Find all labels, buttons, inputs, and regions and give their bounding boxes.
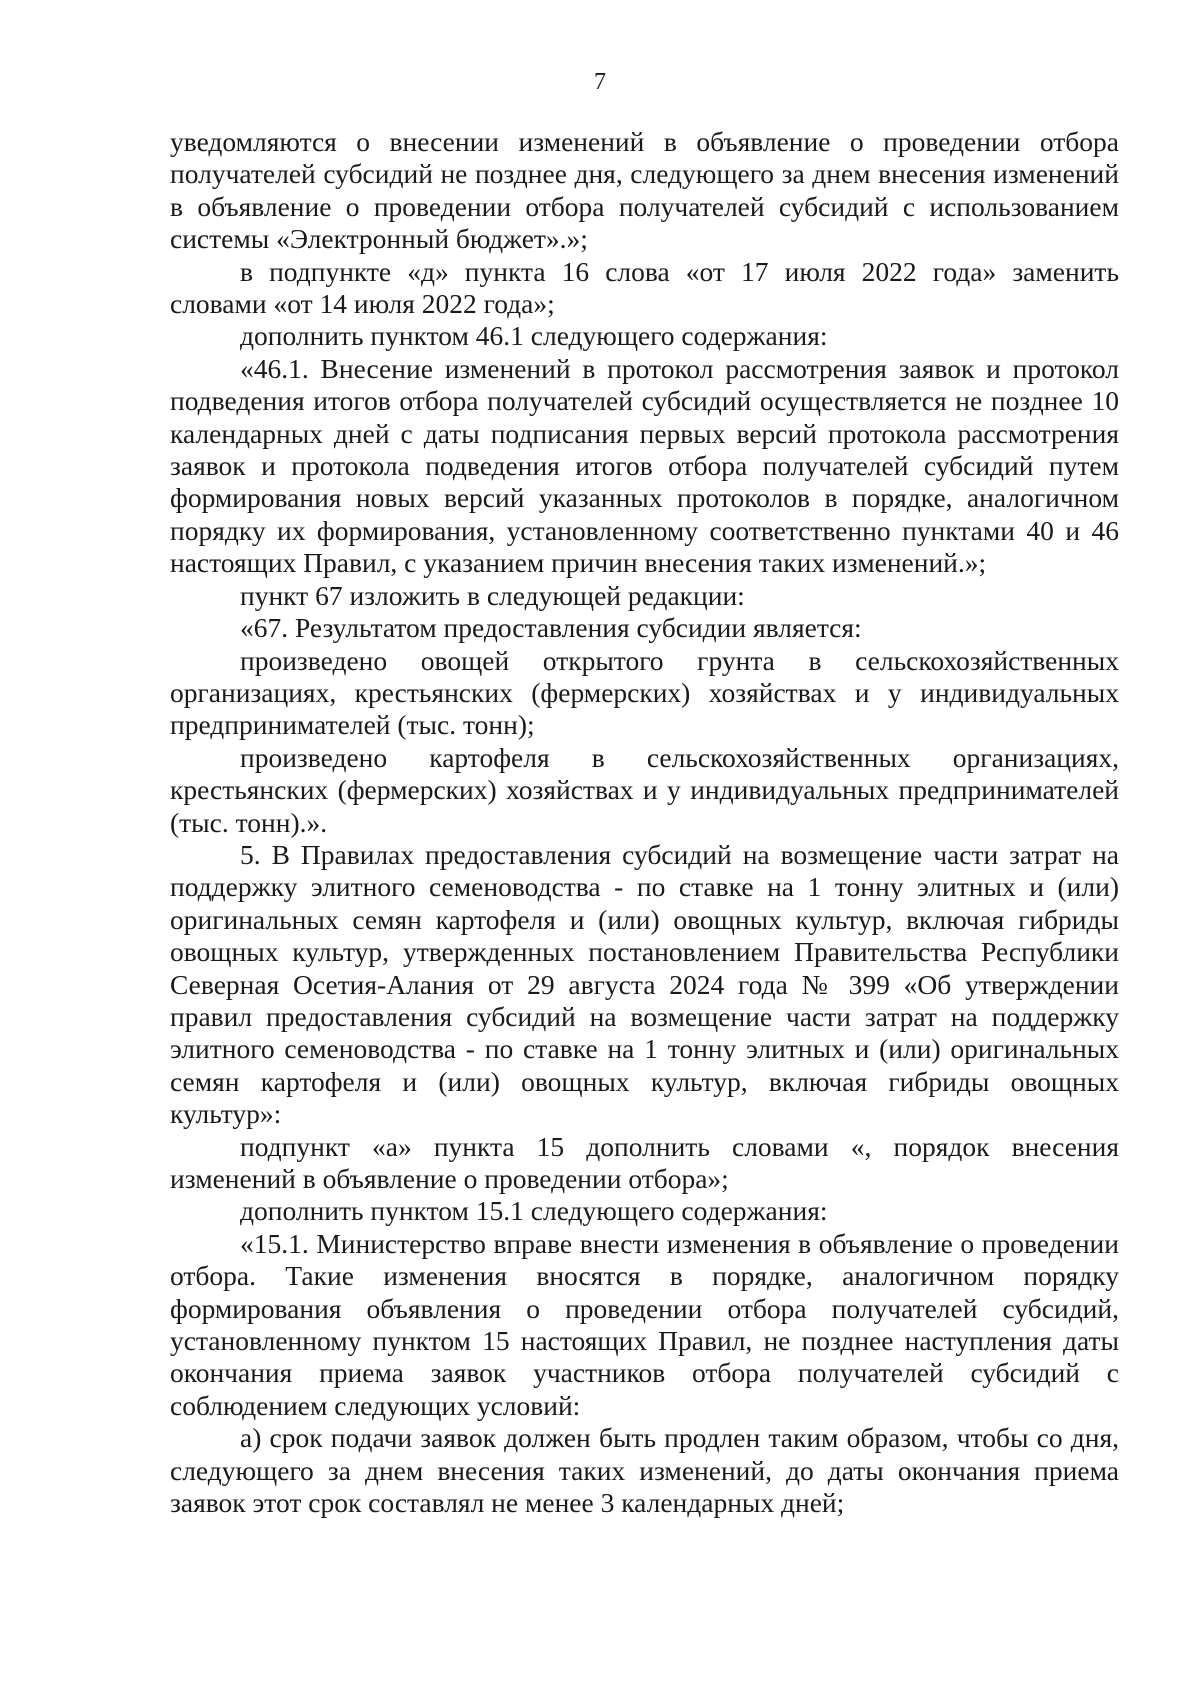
paragraph: произведено картофеля в сельскохозяйственных организациях, крестьянских (фермерских) хозяйствах и у индивидуальных предпринимателей (тыс. тонн).». (170, 741, 1119, 838)
paragraph: 5. В Правилах предоставления субсидий на возмещение части затрат на поддержку элитного семеноводства - по ставке на 1 тонну элитных и (или) оригинальных семян картофеля и (или) овощных культур, включая гибриды овощных культур, утвержденных постановлением Правительства Республики Северная Осетия-Алания от 29 августа 2024 года № 399 «Об утверждении правил предоставления субсидий на возмещение части затрат на поддержку элитного семеноводства - по ставке на 1 тонну элитных и (или) оригинальных семян картофеля и (или) овощных культур, включая гибриды овощных культур»: (170, 838, 1119, 1130)
paragraph: «67. Результатом предоставления субсидии является: (240, 612, 862, 644)
page-number: 7 (594, 69, 606, 95)
paragraph: а) срок подачи заявок должен быть продлен таким образом, чтобы со дня, следующего за днем внесения таких изменений, до даты окончания приема заявок этот срок составлял не менее 3 календарных дней; (170, 1422, 1119, 1519)
paragraph: подпункт «а» пункта 15 дополнить словами «, порядок внесения изменений в объявление о проведении отбора»; (170, 1130, 1119, 1194)
paragraph: «46.1. Внесение изменений в протокол рассмотрения заявок и протокол подведения итогов отбора получателей субсидий осуществляется не позднее 10 календарных дней с даты подписания первых версий протокола рассмотрения заявок и протокола подведения итогов отбора получателей субсидий путем формирования новых версий указанных протоколов в порядке, аналогичном порядку их формирования, установленному соответственно пунктами 40 и 46 настоящих Правил, с указанием причин внесения таких изменений.»; (170, 352, 1119, 579)
paragraph: пункт 67 изложить в следующей редакции: (240, 579, 745, 611)
paragraph: «15.1. Министерство вправе внести изменения в объявление о проведении отбора. Такие изменения вносятся в порядке, аналогичном порядку формирования объявления о проведении отбора получателей субсидий, установленному пунктом 15 настоящих Правил, не позднее наступления даты окончания приема заявок участников отбора получателей субсидий с соблюдением следующих условий: (170, 1227, 1119, 1421)
paragraph: уведомляются о внесении изменений в объявление о проведении отбора получателей субсидий не позднее дня, следующего за днем внесения изменений в объявление о проведении отбора получателей субсидий с использованием системы «Электронный бюджет».»; (170, 126, 1119, 255)
paragraph: дополнить пунктом 15.1 следующего содержания: (240, 1195, 828, 1227)
paragraph: в подпункте «д» пункта 16 слова «от 17 июля 2022 года» заменить словами «от 14 июля 2022 года»; (170, 255, 1119, 320)
paragraph: произведено овощей открытого грунта в сельскохозяйственных организациях, крестьянских (фермерских) хозяйствах и у индивидуальных предпринимателей (тыс. тонн); (170, 644, 1119, 741)
paragraph: дополнить пунктом 46.1 следующего содержания: (240, 320, 828, 352)
document-body (170, 126, 1119, 1519)
